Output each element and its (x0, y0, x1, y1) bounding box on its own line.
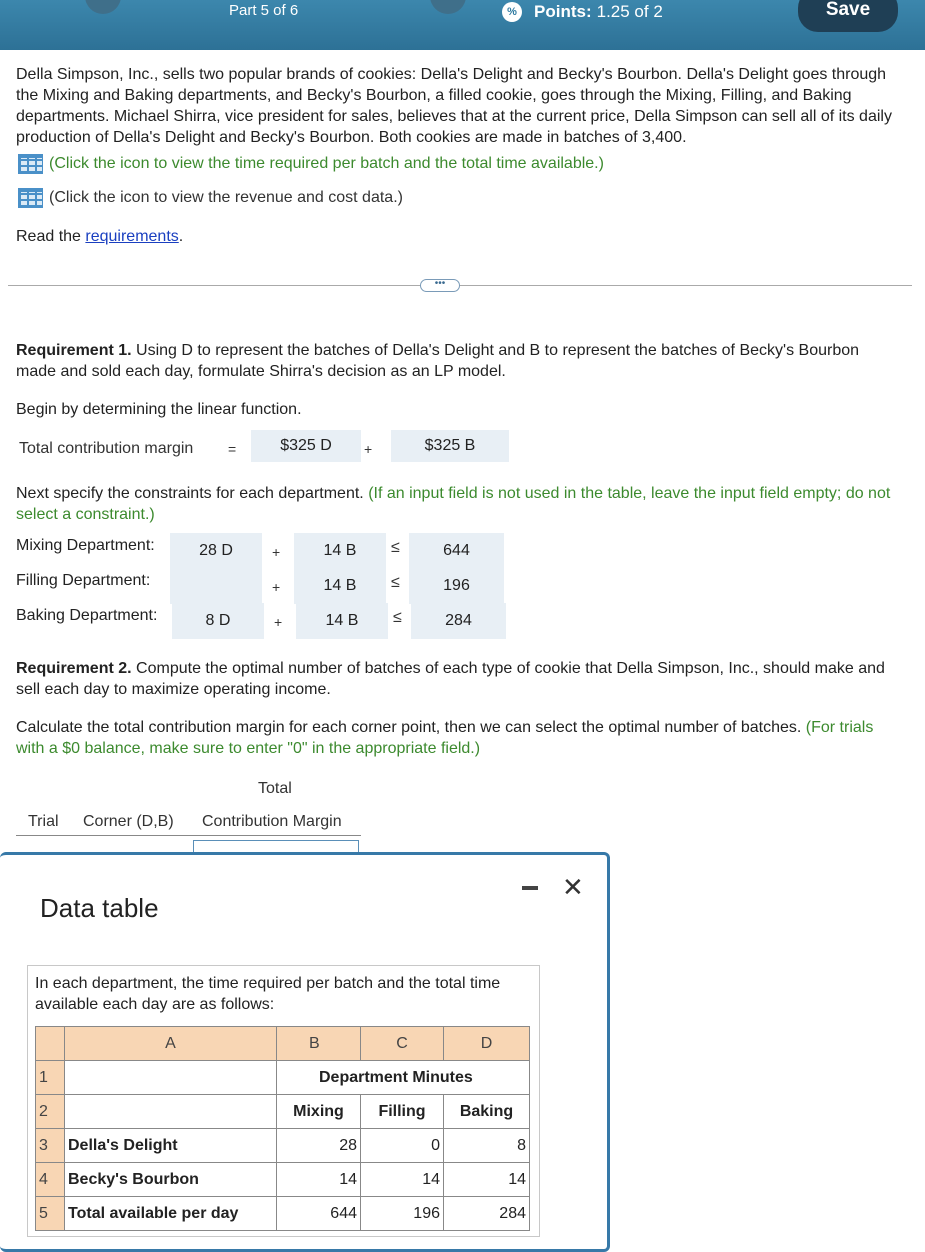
filling-rhs-input[interactable]: 196 (409, 568, 504, 604)
time-data-link[interactable] (18, 154, 604, 174)
modal-title: Data table (40, 893, 159, 923)
begin-instruction: Begin by determining the linear function. (16, 401, 302, 418)
requirement-2: Requirement 2. Compute the optimal number of batches of each type of cookie that Della Simpson, Inc., should make and sell each day to maximize operating income. (16, 660, 885, 698)
spreadsheet-icon[interactable] (18, 154, 43, 174)
col-letter-b: B (277, 1027, 361, 1061)
top-bar (0, 0, 925, 50)
problem-text: Della Simpson, Inc., sells two popular brands of cookies: Della's Delight and Becky's Bourbon. Della's Delight goes through the Mixing and Baking departments, and Becky's Bourbon, a filled cookie, goes through the Mixing, Filling, and Baking departments. Michael Shirra, vice president for sales, believes that at the current price, Della Simpson can sell all of its daily production of Della's Delight and Becky's Bourbon. Both cookies are made in batches of 3,400. (16, 66, 892, 146)
save-button[interactable]: Save (798, 0, 898, 32)
tcm-d-input[interactable]: $325 D (251, 430, 361, 462)
row-number: 5 (36, 1197, 65, 1231)
corner-cell (36, 1027, 65, 1061)
mixing-rhs-input[interactable]: 644 (409, 533, 504, 569)
close-icon[interactable]: ✕ (562, 872, 584, 902)
table-cell (65, 1095, 277, 1129)
cm-input-field[interactable] (193, 840, 359, 852)
col-letter-a: A (65, 1027, 277, 1061)
row-number: 1 (36, 1061, 65, 1095)
row-number: 3 (36, 1129, 65, 1163)
product-name: Della's Delight (65, 1129, 277, 1163)
baking-label: Baking Department: (16, 607, 158, 624)
table-cell: 28 (277, 1129, 361, 1163)
baking-d-input[interactable]: 8 D (172, 603, 264, 639)
part-indicator: Part 5 of 6 (229, 2, 299, 19)
plus-sign: + (274, 614, 283, 630)
baking-rhs-input[interactable]: 284 (411, 603, 506, 639)
table-cell: 14 (361, 1163, 444, 1197)
table-cell: 196 (361, 1197, 444, 1231)
col-header-cm: Contribution Margin (202, 813, 342, 830)
data-table-intro: In each department, the time required per batch and the total time available each day are as follows: (35, 975, 501, 1013)
points-value: 1.25 of 2 (596, 2, 663, 21)
plus-sign: + (272, 544, 281, 560)
constraints-instruction: Next specify the constraints for each department. (If an input field is not used in the table, leave the input field empty; do not select a constraint.) (16, 485, 891, 523)
points-display (502, 2, 663, 22)
points-label: Points: (534, 2, 592, 21)
tcm-label: Total contribution margin (19, 440, 194, 457)
table-cell: 14 (277, 1163, 361, 1197)
row-number: 4 (36, 1163, 65, 1197)
mixing-b-input[interactable]: 14 B (294, 533, 386, 569)
mixing-d-input[interactable]: 28 D (170, 533, 262, 569)
product-name: Total available per day (65, 1197, 277, 1231)
baking-b-input[interactable]: 14 B (296, 603, 388, 639)
table-cell: 284 (444, 1197, 530, 1231)
data-table (35, 1026, 530, 1231)
nav-circle-right[interactable] (430, 0, 466, 14)
table-cell: 14 (444, 1163, 530, 1197)
equals-sign: = (228, 441, 237, 457)
dept-mixing: Mixing (277, 1095, 361, 1129)
filling-d-input[interactable] (170, 568, 262, 604)
requirements-link[interactable]: requirements (85, 228, 179, 245)
product-name: Becky's Bourbon (65, 1163, 277, 1197)
plus-sign: + (364, 441, 373, 457)
col-header-corner: Corner (D,B) (83, 813, 174, 830)
section-divider (8, 285, 912, 286)
col-letter-c: C (361, 1027, 444, 1061)
spreadsheet-icon[interactable] (18, 188, 43, 208)
mixing-operator[interactable]: ≤ (391, 539, 400, 556)
col-header-trial: Trial (28, 813, 59, 830)
table-cell: 0 (361, 1129, 444, 1163)
expand-more-button[interactable]: ••• (420, 279, 460, 292)
read-requirements: Read the requirements. (16, 228, 184, 245)
table-cell: 8 (444, 1129, 530, 1163)
revenue-data-link[interactable] (18, 188, 403, 208)
points-icon: % (502, 2, 522, 22)
calc-instruction: Calculate the total contribution margin for each corner point, then we can select the optimal number of batches. (For trials with a $0 balance, make sure to enter "0" in the appropriate field.) (16, 719, 874, 757)
col-letter-d: D (444, 1027, 530, 1061)
table-cell: 644 (277, 1197, 361, 1231)
dept-minutes-header: Department Minutes (277, 1061, 530, 1095)
dept-filling: Filling (361, 1095, 444, 1129)
filling-b-input[interactable]: 14 B (294, 568, 386, 604)
table-cell (65, 1061, 277, 1095)
minimize-icon[interactable] (522, 886, 538, 890)
time-data-link-text[interactable]: (Click the icon to view the time required per batch and the total time available.) (49, 155, 604, 172)
baking-operator[interactable]: ≤ (393, 609, 402, 626)
table-header-line (16, 835, 361, 836)
plus-sign: + (272, 579, 281, 595)
nav-circle-left[interactable] (85, 0, 121, 14)
requirement-1: Requirement 1. Using D to represent the batches of Della's Delight and B to represent the batches of Becky's Bourbon made and sold each day, formulate Shirra's decision as an LP model. (16, 342, 860, 380)
tcm-b-input[interactable]: $325 B (391, 430, 509, 462)
mixing-label: Mixing Department: (16, 537, 155, 554)
col-header-total: Total (258, 780, 292, 797)
row-number: 2 (36, 1095, 65, 1129)
filling-operator[interactable]: ≤ (391, 574, 400, 591)
dept-baking: Baking (444, 1095, 530, 1129)
filling-label: Filling Department: (16, 572, 151, 589)
revenue-data-link-text[interactable]: (Click the icon to view the revenue and cost data.) (49, 189, 403, 206)
